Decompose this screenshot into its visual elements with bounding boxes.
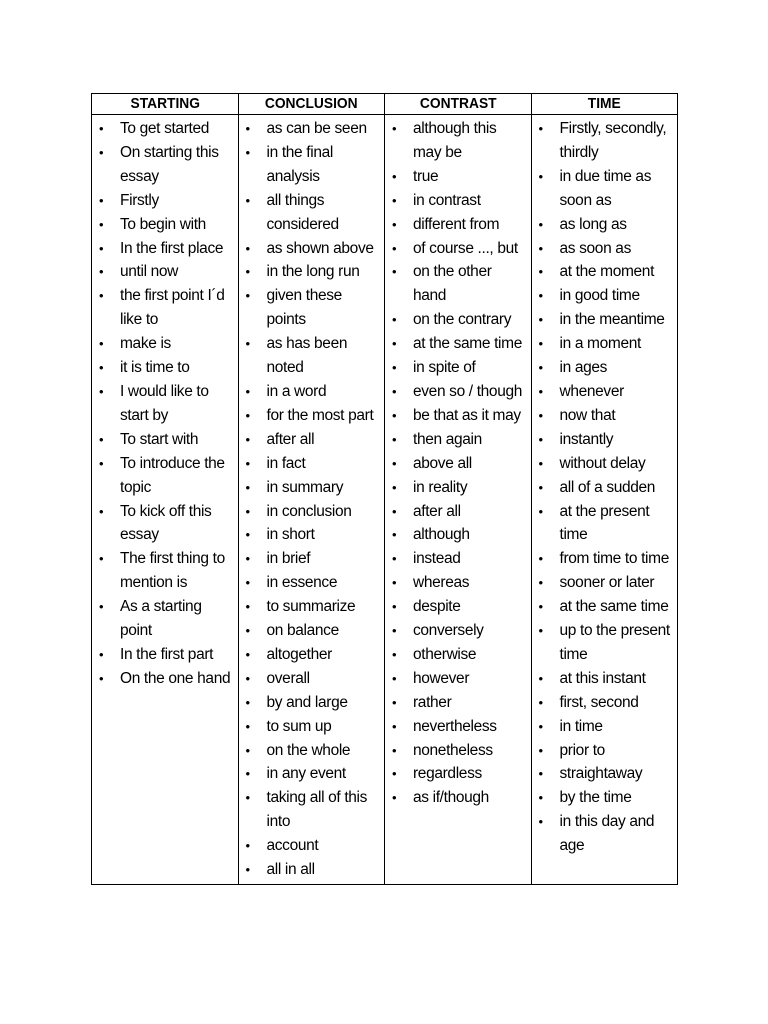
contrast-item: • after all bbox=[385, 500, 531, 524]
time-item: • at the same time bbox=[532, 595, 678, 619]
time-item: • in good time bbox=[532, 284, 678, 308]
starting-item: • The first thing to mention is bbox=[92, 547, 238, 595]
contrast-item: • true bbox=[385, 165, 531, 189]
time-item: • in this day and age bbox=[532, 810, 678, 858]
starting-column bbox=[92, 115, 239, 885]
contrast-item: • at the same time bbox=[385, 332, 531, 356]
contrast-item: • nevertheless bbox=[385, 715, 531, 739]
contrast-item: • then again bbox=[385, 428, 531, 452]
starting-item: • On the one hand bbox=[92, 667, 238, 691]
starting-item: • To introduce the topic bbox=[92, 452, 238, 500]
conclusion-item: • all things considered bbox=[239, 189, 385, 237]
conclusion-item: • in fact bbox=[239, 452, 385, 476]
time-item: • from time to time bbox=[532, 547, 678, 571]
time-item: • prior to bbox=[532, 739, 678, 763]
contrast-item: • despite bbox=[385, 595, 531, 619]
starting-item: • In the first part bbox=[92, 643, 238, 667]
contrast-item: • rather bbox=[385, 691, 531, 715]
conclusion-item: • in summary bbox=[239, 476, 385, 500]
time-item: • whenever bbox=[532, 380, 678, 404]
starting-item: • it is time to bbox=[92, 356, 238, 380]
contrast-item: • regardless bbox=[385, 762, 531, 786]
starting-item: • the first point I´d like to bbox=[92, 284, 238, 332]
contrast-item: • be that as it may bbox=[385, 404, 531, 428]
contrast-item: • although this may be bbox=[385, 117, 531, 165]
time-item: • sooner or later bbox=[532, 571, 678, 595]
time-item: • in the meantime bbox=[532, 308, 678, 332]
contrast-item: • however bbox=[385, 667, 531, 691]
time-item: • all of a sudden bbox=[532, 476, 678, 500]
contrast-item: • in contrast bbox=[385, 189, 531, 213]
time-item: • at the present time bbox=[532, 500, 678, 548]
conclusion-item: • taking all of this into bbox=[239, 786, 385, 834]
conclusion-item: • after all bbox=[239, 428, 385, 452]
conclusion-item: • on balance bbox=[239, 619, 385, 643]
contrast-item: • even so / though bbox=[385, 380, 531, 404]
contrast-column bbox=[385, 115, 532, 885]
contrast-list bbox=[385, 115, 531, 812]
time-item: • as long as bbox=[532, 213, 678, 237]
time-item: • at this instant bbox=[532, 667, 678, 691]
conclusion-item: • overall bbox=[239, 667, 385, 691]
contrast-item: • in reality bbox=[385, 476, 531, 500]
contrast-item: • whereas bbox=[385, 571, 531, 595]
conclusion-item: • in short bbox=[239, 523, 385, 547]
starting-item: • To begin with bbox=[92, 213, 238, 237]
time-item: • as soon as bbox=[532, 237, 678, 261]
time-item: • now that bbox=[532, 404, 678, 428]
conclusion-item: • given these points bbox=[239, 284, 385, 332]
starting-item: • make is bbox=[92, 332, 238, 356]
conclusion-item: • in essence bbox=[239, 571, 385, 595]
conclusion-item: • account bbox=[239, 834, 385, 858]
conclusion-item: • in the long run bbox=[239, 260, 385, 284]
conclusion-item: • altogether bbox=[239, 643, 385, 667]
contrast-item: • different from bbox=[385, 213, 531, 237]
time-item: • straightaway bbox=[532, 762, 678, 786]
contrast-item: • in spite of bbox=[385, 356, 531, 380]
starting-item: • Firstly bbox=[92, 189, 238, 213]
conclusion-item: • in the final analysis bbox=[239, 141, 385, 189]
time-item: • at the moment bbox=[532, 260, 678, 284]
time-item: • in ages bbox=[532, 356, 678, 380]
contrast-item: • instead bbox=[385, 547, 531, 571]
conclusion-item: • by and large bbox=[239, 691, 385, 715]
starting-item: • I would like to start by bbox=[92, 380, 238, 428]
contrast-item: • although bbox=[385, 523, 531, 547]
starting-item: • To kick off this essay bbox=[92, 500, 238, 548]
time-column bbox=[531, 115, 678, 885]
header-conclusion: CONCLUSION bbox=[244, 94, 379, 115]
starting-item: • until now bbox=[92, 260, 238, 284]
conclusion-column bbox=[238, 115, 385, 885]
time-item: • by the time bbox=[532, 786, 678, 810]
starting-item: • To start with bbox=[92, 428, 238, 452]
conclusion-item: • all in all bbox=[239, 858, 385, 882]
time-item: • first, second bbox=[532, 691, 678, 715]
contrast-item: • otherwise bbox=[385, 643, 531, 667]
contrast-item: • on the contrary bbox=[385, 308, 531, 332]
conclusion-item: • to summarize bbox=[239, 595, 385, 619]
time-item: • in a moment bbox=[532, 332, 678, 356]
contrast-item: • conversely bbox=[385, 619, 531, 643]
time-list bbox=[532, 115, 678, 860]
contrast-item: • as if/though bbox=[385, 786, 531, 810]
conclusion-item: • to sum up bbox=[239, 715, 385, 739]
conclusion-item: • as has been noted bbox=[239, 332, 385, 380]
time-item: • in due time as soon as bbox=[532, 165, 678, 213]
starting-item: • As a starting point bbox=[92, 595, 238, 643]
conclusion-item: • in conclusion bbox=[239, 500, 385, 524]
conclusion-item: • on the whole bbox=[239, 739, 385, 763]
conclusion-item: • for the most part bbox=[239, 404, 385, 428]
time-item: • up to the present time bbox=[532, 619, 678, 667]
contrast-item: • of course ..., but bbox=[385, 237, 531, 261]
conclusion-item: • as shown above bbox=[239, 237, 385, 261]
conclusion-item: • in any event bbox=[239, 762, 385, 786]
starting-list bbox=[92, 115, 238, 693]
header-row bbox=[92, 94, 678, 115]
time-item: • in time bbox=[532, 715, 678, 739]
contrast-item: • above all bbox=[385, 452, 531, 476]
conclusion-item: • in a word bbox=[239, 380, 385, 404]
time-item: • without delay bbox=[532, 452, 678, 476]
header-contrast: CONTRAST bbox=[390, 94, 525, 115]
conclusion-item: • as can be seen bbox=[239, 117, 385, 141]
starting-item: • On starting this essay bbox=[92, 141, 238, 189]
body-row bbox=[92, 115, 678, 885]
contrast-item: • on the other hand bbox=[385, 260, 531, 308]
contrast-item: • nonetheless bbox=[385, 739, 531, 763]
header-time: TIME bbox=[537, 94, 672, 115]
conclusion-list bbox=[239, 115, 385, 884]
time-item: • Firstly, secondly, thirdly bbox=[532, 117, 678, 165]
time-item: • instantly bbox=[532, 428, 678, 452]
header-starting: STARTING bbox=[97, 94, 232, 115]
conclusion-item: • in brief bbox=[239, 547, 385, 571]
starting-item: • In the first place bbox=[92, 237, 238, 261]
starting-item: • To get started bbox=[92, 117, 238, 141]
connectors-table bbox=[91, 93, 678, 885]
